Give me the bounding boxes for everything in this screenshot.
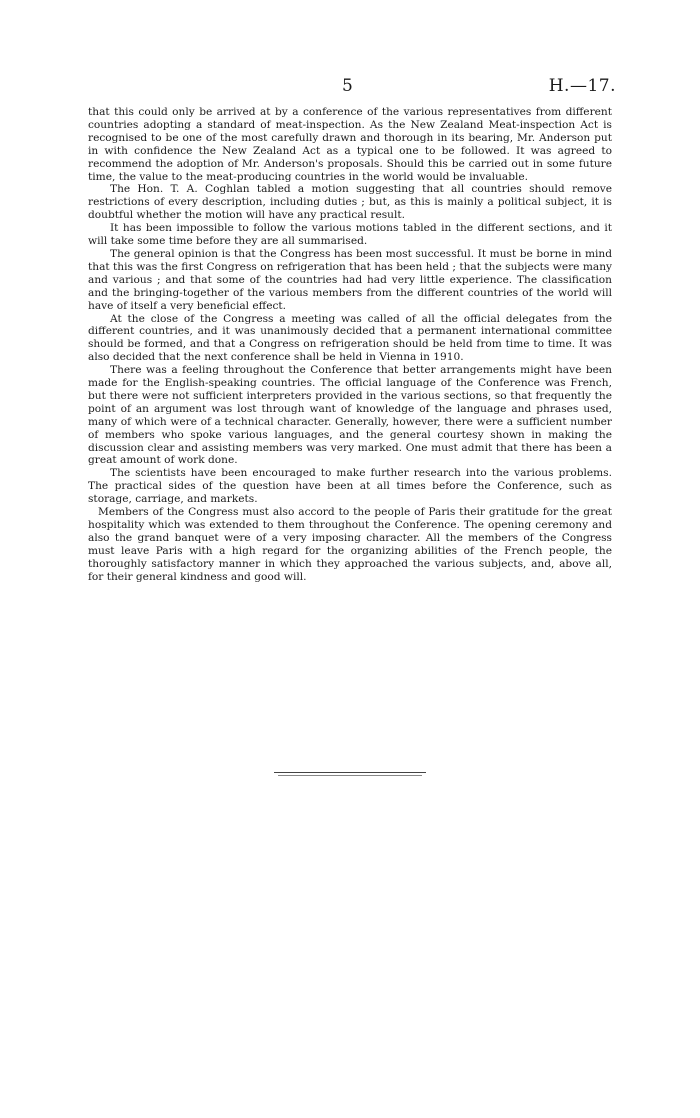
paragraph-scientists: The scientists have been encouraged to make further research into the various problems. The practical sides of the question have been at all times before the Conference, such as storage, carriage, and markets. [88, 467, 612, 506]
closing-rule-line-top [274, 772, 426, 773]
paragraph-coghlan-motion: The Hon. T. A. Coghlan tabled a motion suggesting that all countries should remove restrictions of every description, including duties ; but, as this is mainly a political subject, it is doubtful whether the motion will have any practical result. [88, 183, 612, 222]
paragraph-paris-hospitality: Members of the Congress must also accord to the people of Paris their gratitude for the great hospitality which was extended to them throughout the Conference. The opening ceremony and also the grand banquet were of a very imposing character. All the members of the Congress must leave Paris with a high regard for the organizing abilities of the French people, the thoroughly satisfactory manner in which they approached the various subjects, and, above all, for their general kindness and good will. [88, 506, 612, 583]
page-number: 5 [342, 76, 353, 96]
paragraph-english-speaking: There was a feeling throughout the Conference that better arrangements might have been made for the English-speaking countries. The official language of the Conference was French, but there were not sufficient interpreters provided in the various sections, so that frequently the point of an argument was lost through want of knowledge of the language and phrases used, many of which were of a technical character. Generally, however, there were a sufficient number of members who spoke various languages, and the general courtesy shown in making the discussion clear and assisting members was very marked. One must admit that there has been a great amount of work done. [88, 364, 612, 467]
paragraph-meat-inspection: that this could only be arrived at by a conference of the various representatives from different countries adopting a standard of meat-inspection. As the New Zealand Meat-inspection Act is recognised to be one of the most carefully drawn and thorough in its bearing, Mr. Anderson put in with confidence the New Zealand Act as a typical one to be followed. It was agreed to recommend the adoption of Mr. Anderson's proposals. Should this be carried out in some future time, the value to the meat-producing countries in the world would be invaluable. [88, 106, 612, 183]
paragraph-motions-summarised: It has been impossible to follow the various motions tabled in the different sections, and it will take some time before they are all summarised. [88, 222, 612, 248]
paragraph-permanent-committee: At the close of the Congress a meeting was called of all the official delegates from the different countries, and it was unanimously decided that a permanent international committee should be formed, and that a Congress on refrigeration should be held from time to time. It was also decided that the next conference shall be held in Vienna in 1910. [88, 312, 612, 364]
page-header [88, 76, 616, 98]
closing-rule-line-bottom [278, 775, 422, 776]
paragraph-general-opinion: The general opinion is that the Congress has been most successful. It must be borne in mind that this was the first Congress on refrigeration that has been held ; that the subjects were many and various ; and that some of the countries had had very little experience. The classification and the bringing-together of the various members from the different countries of the world will have of itself a very beneficial effect. [88, 247, 612, 312]
paper-reference: H.—17. [548, 76, 616, 96]
report-body [88, 106, 612, 584]
closing-rule [274, 772, 426, 776]
